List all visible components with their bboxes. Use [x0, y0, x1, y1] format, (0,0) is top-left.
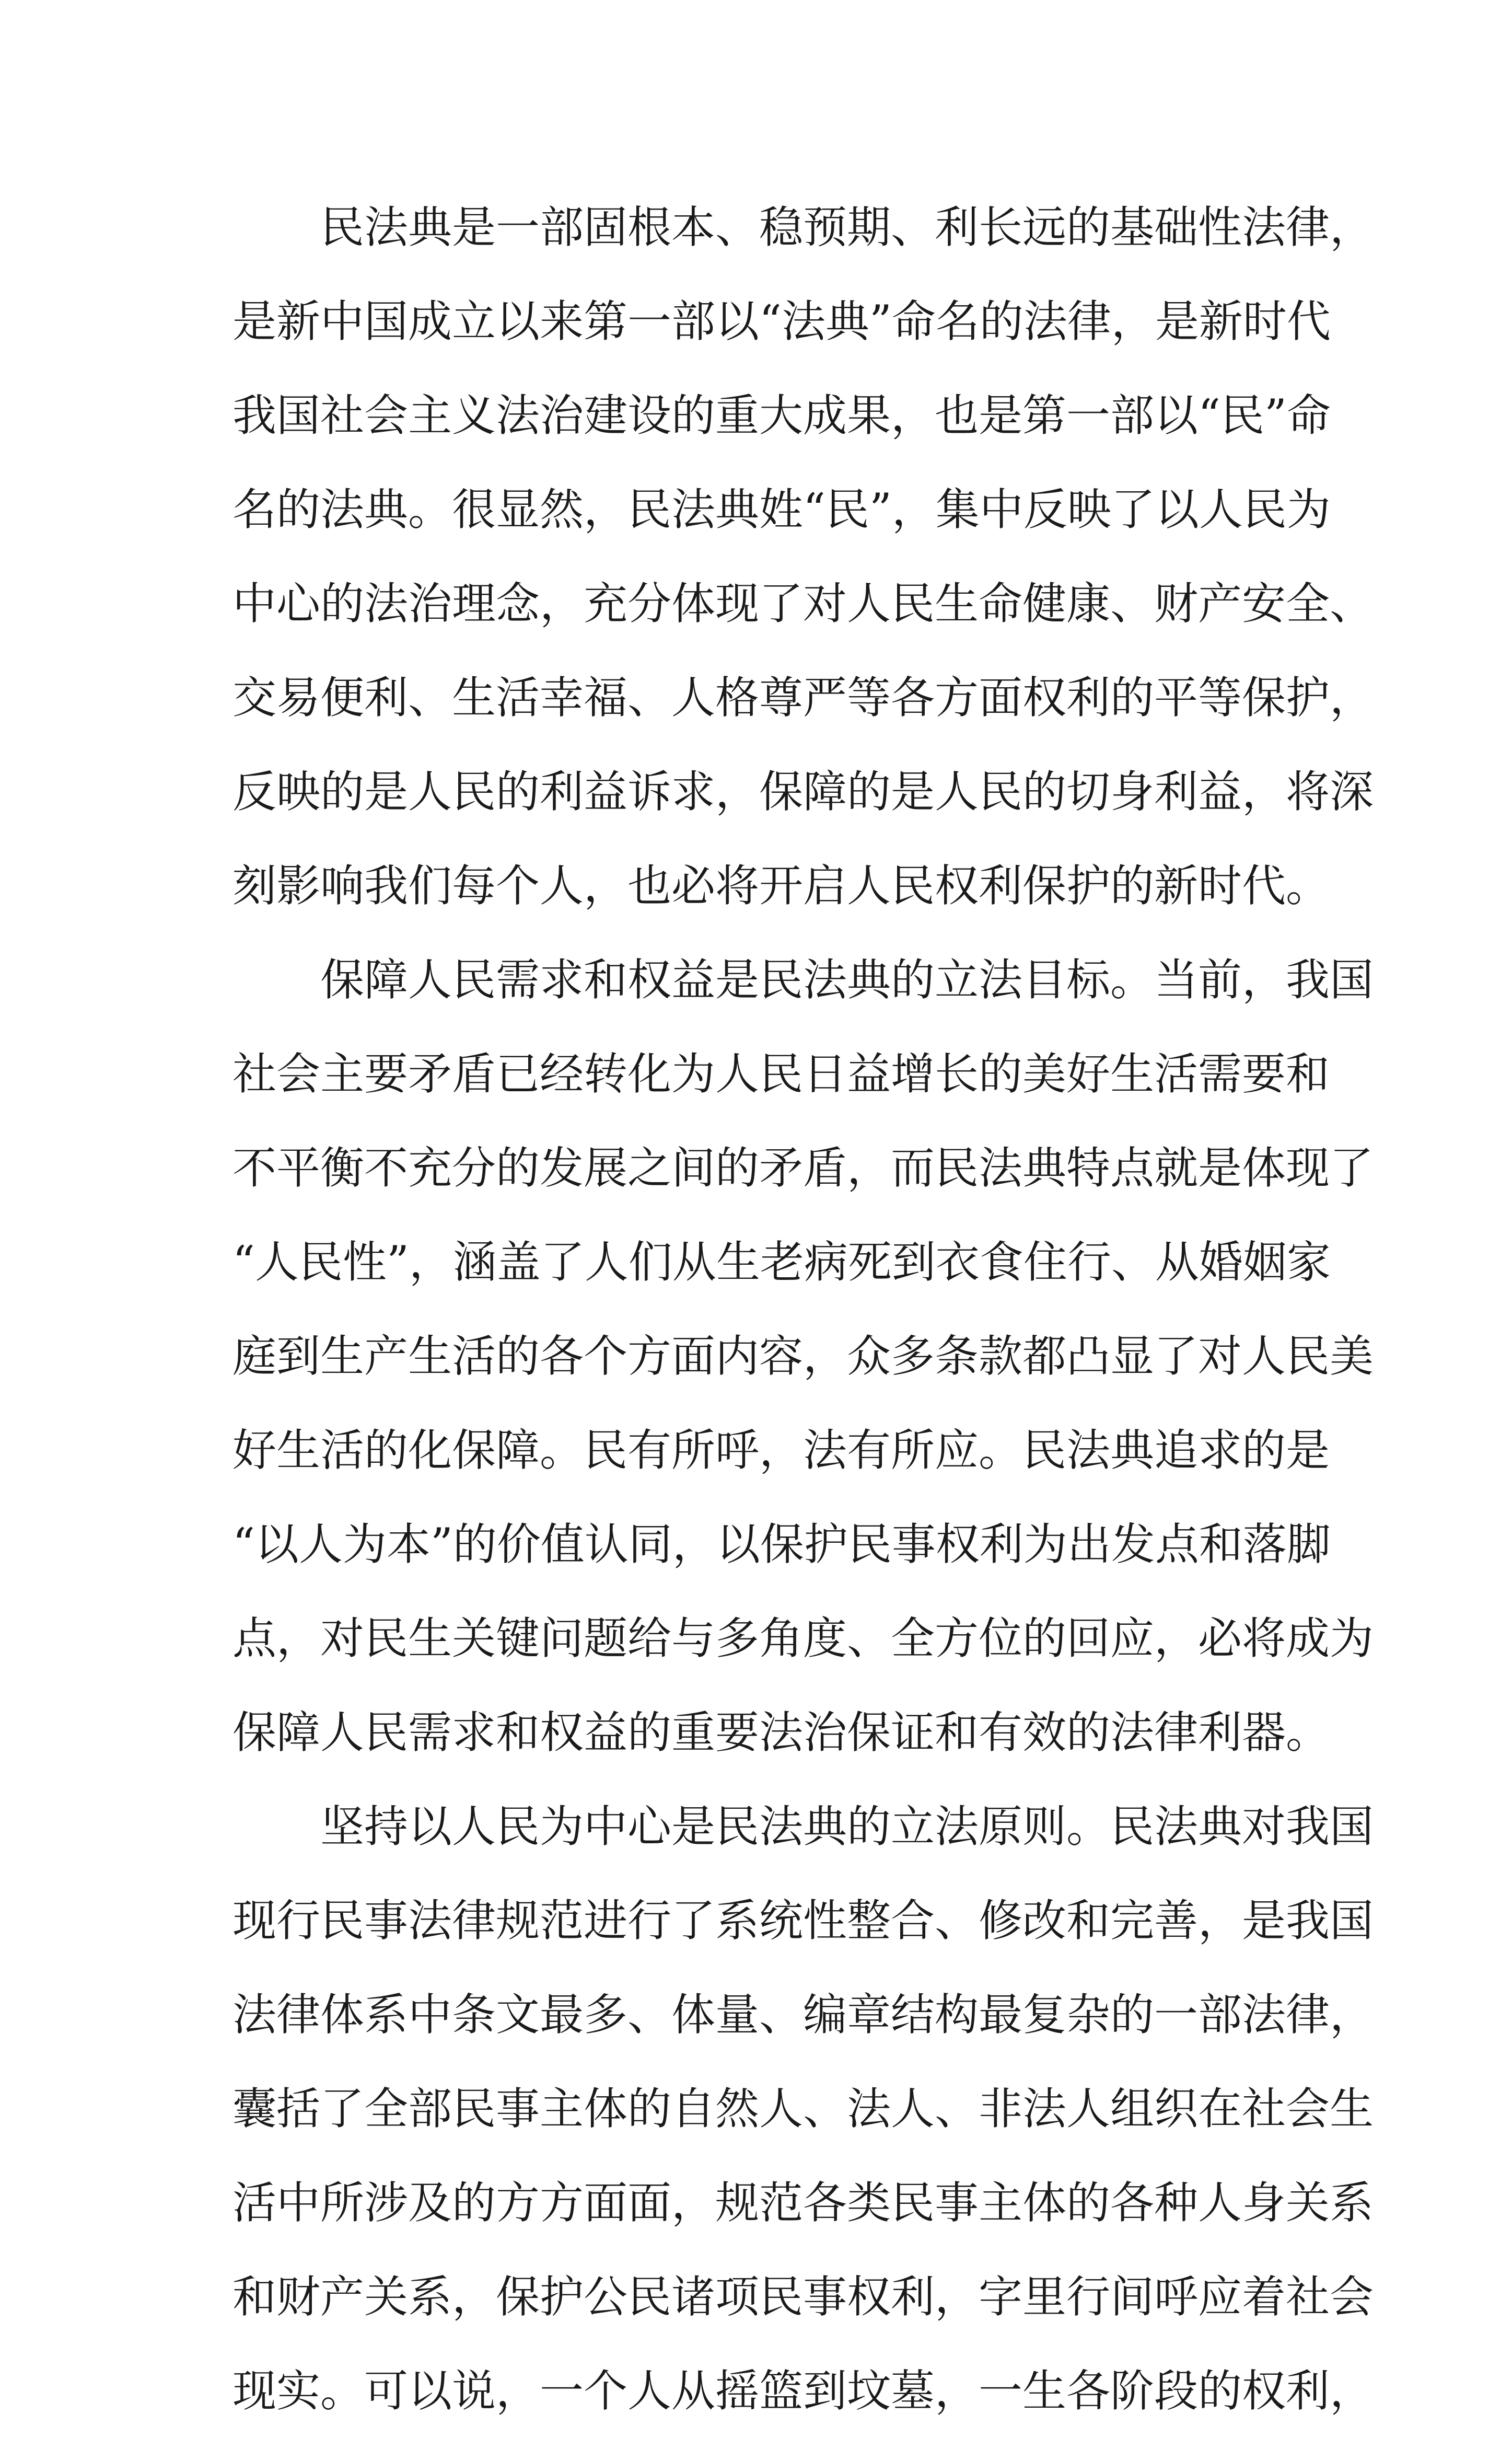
paragraph-line: 保障人民需求和权益是民法典的立法目标。当前，我国 [320, 954, 1374, 1006]
paragraph-line: 坚持以人民为中心是民法典的立法原则。民法典对我国 [320, 1801, 1374, 1852]
paragraph-line: 我国社会主义法治建设的重大成果，也是第一部以“民”命 [232, 390, 1331, 441]
paragraph-2 [232, 933, 1374, 1780]
paragraph-line: 和财产关系，保护公民诸项民事权利，字里行间呼应着社会 [232, 2271, 1374, 2323]
paragraph-line: 不平衡不充分的发展之间的矛盾，而民法典特点就是体现了 [232, 1142, 1374, 1194]
paragraph-1 [232, 180, 1374, 933]
paragraph-line: 社会主要矛盾已经转化为人民日益增长的美好生活需要和 [232, 1048, 1330, 1100]
paragraph-line: 刻影响我们每个人，也必将开启人民权利保护的新时代。 [232, 860, 1330, 911]
paragraph-3 [232, 1780, 1374, 2438]
paragraph-line: 名的法典。很显然，民法典姓“民”，集中反映了以人民为 [232, 484, 1331, 535]
paragraph-line: 好生活的化保障。民有所呼，法有所应。民法典追求的是 [232, 1425, 1330, 1476]
document-body [232, 180, 1374, 2438]
paragraph-line: 现行民事法律规范进行了系统性整合、修改和完善，是我国 [232, 1895, 1374, 1946]
paragraph-line: 法律体系中条文最多、体量、编章结构最复杂的一部法律， [232, 1989, 1374, 2040]
paragraph-line: 民法典是一部固根本、稳预期、利长远的基础性法律， [320, 202, 1374, 253]
paragraph-line: 囊括了全部民事主体的自然人、法人、非法人组织在社会生 [232, 2083, 1374, 2134]
paragraph-line: 现实。可以说，一个人从摇篮到坟墓，一生各阶段的权利， [232, 2365, 1374, 2417]
paragraph-line: “以人为本”的价值认同，以保护民事权利为出发点和落脚 [232, 1519, 1331, 1570]
paragraph-line: 点，对民生关键问题给与多角度、全方位的回应，必将成为 [232, 1613, 1374, 1664]
paragraph-line: 中心的法治理念，充分体现了对人民生命健康、财产安全、 [232, 578, 1374, 629]
paragraph-line: 是新中国成立以来第一部以“法典”命名的法律，是新时代 [232, 296, 1331, 347]
paragraph-line: 庭到生产生活的各个方面内容，众多条款都凸显了对人民美 [232, 1331, 1374, 1382]
paragraph-line: 反映的是人民的利益诉求，保障的是人民的切身利益，将深 [232, 766, 1374, 817]
paragraph-line: 交易便利、生活幸福、人格尊严等各方面权利的平等保护， [232, 672, 1374, 723]
paragraph-line: “人民性”，涵盖了人们从生老病死到衣食住行、从婚姻家 [232, 1237, 1331, 1288]
paragraph-line: 保障人民需求和权益的重要法治保证和有效的法律利器。 [232, 1707, 1330, 1758]
paragraph-line: 活中所涉及的方方面面，规范各类民事主体的各种人身关系 [232, 2177, 1374, 2228]
